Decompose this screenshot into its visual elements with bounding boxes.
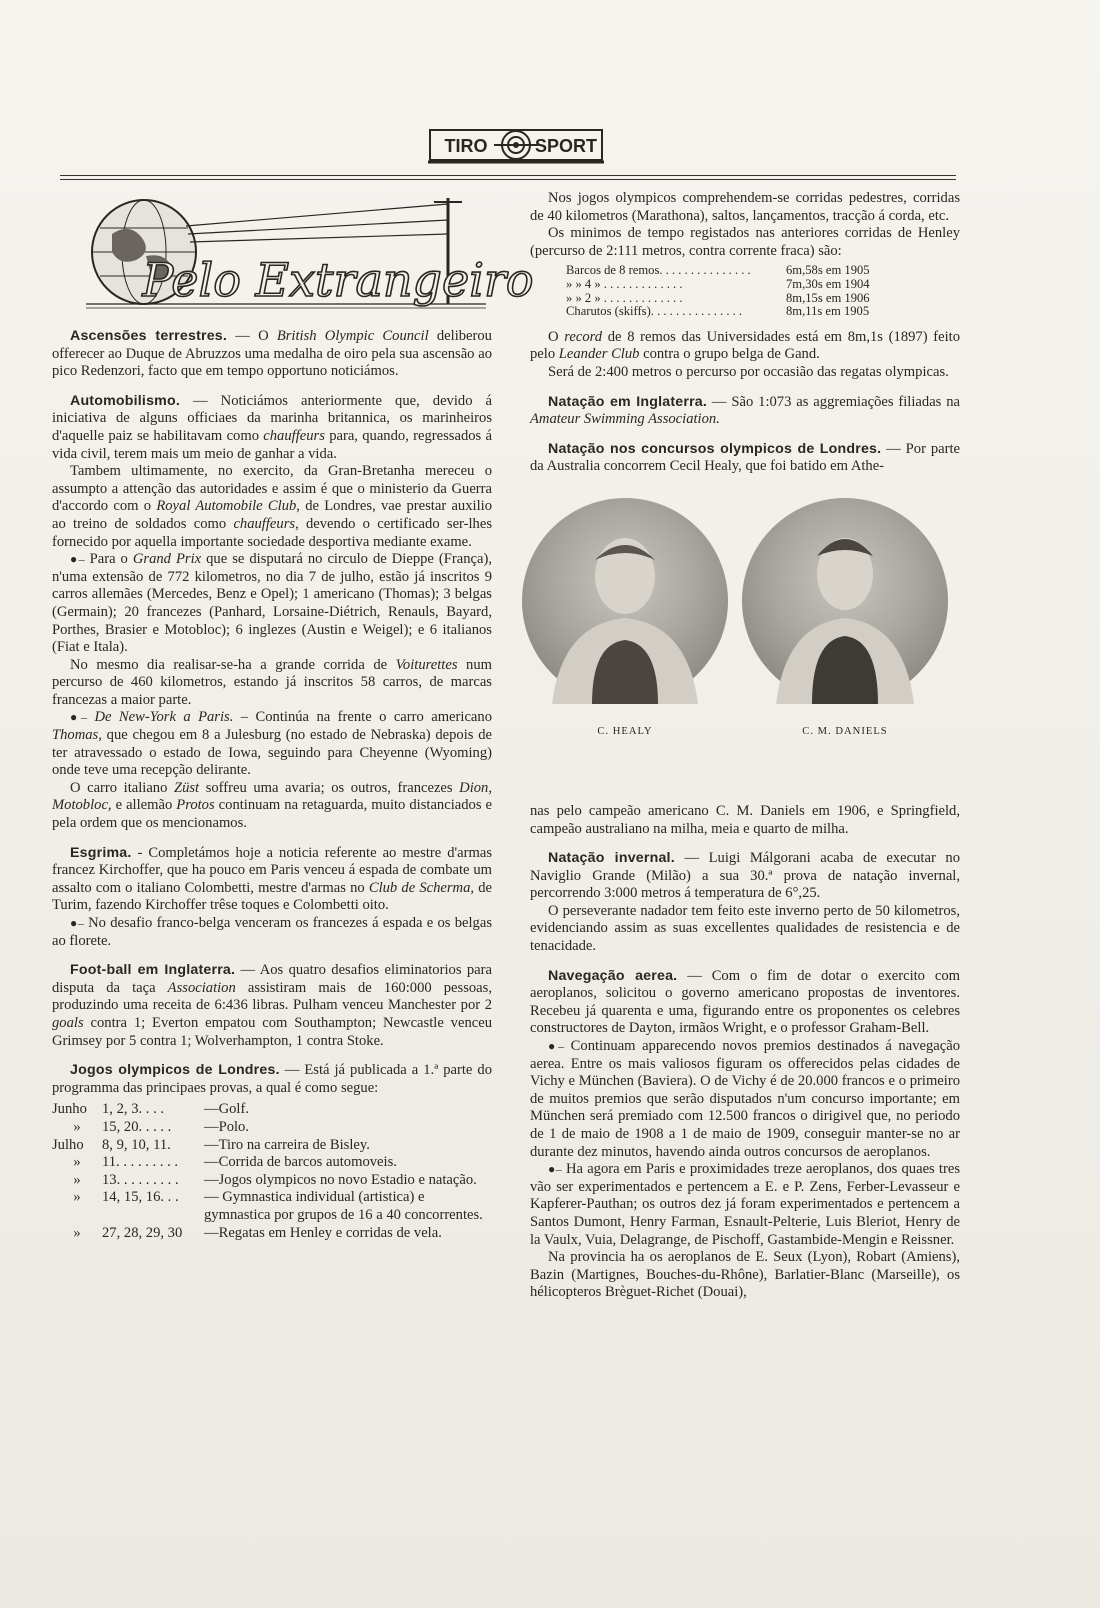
article-football: Foot-ball em Inglaterra. — Aos quatro desafios eliminatorios para disputa da taça Association assistiram mais de 160:000 pessoas, produzindo uma receita de 6:436 libras. Pulham venceu Manchester por 2 goals contra 1; Everton empatou com Southampton; Newcastle venceu Grimsey por 5 contra 1; Wolverhampton, 1 contra Stoke. xyxy=(52,962,492,1049)
article-esgrima: Esgrima. - Completámos hoje a noticia referente ao mestre d'armas francez Kirchoffer, que ha pouco em Paris venceu á espada de combate um assalto com o italiano Colombetti, mestre d'armas no Club de Scherma, de Turim, fazendo Kirchoffer trêse toques e Colombetti oito. xyxy=(52,844,492,914)
times-row: Charutos (skiffs). . . . . . . . . . . . . . . 8m,11s em 1905 xyxy=(566,304,870,319)
heading-jogos-olympicos: Jogos olympicos de Londres. xyxy=(70,1062,280,1079)
henley-times-table xyxy=(566,264,960,318)
paragraph: Os minimos de tempo registados nas anteriores corridas de Henley (percurso de 2:111 metros, contra corrente fraca) são: xyxy=(530,225,960,259)
bullet-icon: ●– xyxy=(70,710,88,725)
paragraph: Será de 2:400 metros o percurso por occasião das regatas olympicas. xyxy=(548,363,949,380)
heading-natacao-invernal: Natação invernal. xyxy=(548,850,675,867)
heading-natacao-inglaterra: Natação em Inglaterra. xyxy=(548,393,708,410)
bullet-icon: ●– xyxy=(70,552,85,567)
caption-healy: C. HEALY xyxy=(597,725,653,737)
header-rule-thin xyxy=(60,179,956,180)
article-natacao-londres: Natação nos concursos olympicos de Londres. — Por parte da Australia concorrem Cecil Healy, que foi batido em Athe- xyxy=(530,440,960,475)
masthead xyxy=(0,124,1100,170)
paragraph: ●– No desafio franco-belga venceram os francezes á espada e os belgas ao florete. xyxy=(52,915,492,949)
times-row: Barcos de 8 remos. . . . . . . . . . . . . . . 6m,58s em 1905 xyxy=(566,263,870,278)
right-column xyxy=(530,190,960,1302)
bullet-icon: ●– xyxy=(548,1039,565,1054)
header-rule xyxy=(60,175,956,176)
article-automobilismo: Automobilismo. — Noticiámos anteriormente que, devido á iniciativa de alguns officiaes da marinha britannica, os marinheiros d'aquelle paiz se habilitavam como chauffeurs para, quando, regressados á vida civil, terem mais um meio de ganhar a vida. xyxy=(52,392,492,462)
paragraph-grand-prix: ●– Para o Grand Prix que se disputará no circulo de Dieppe (França), n'uma extensão de 772 kilometros, no dia 7 de julho, estão já inscritos 9 carros allemães (Mercedes, Benz e Opel); 1 americano (Thomas); 3 belgas (Germain); 20 francezes (Panhard, Lorsaine-Diétrich, Renauls, Bayard, Porthes, Brasier e Motobloc); 6 inglezes (Austin e Weigel); e 6 italianos (Fiat e Itala). xyxy=(52,551,492,656)
paragraph: O carro italiano Züst soffreu uma avaria; os outros, francezes Dion, Motobloc, e allemão Protos continuam na retaguarda, muito distanciados e pela ordem que os mencionamos. xyxy=(52,779,492,832)
schedule-row: » 15, 20. . . . . —Polo. xyxy=(73,1118,250,1135)
heading-navegacao-aerea: Navegação aerea. xyxy=(548,967,678,984)
article-ascensoes: Ascensões terrestres. — O British Olympic Council deliberou offerecer ao Duque de Abruzzos uma medalha de oiro pela sua ascensão ao pico Redenzori, facto que em tempo opportuno noticiámos. xyxy=(52,328,492,380)
svg-text:Pelo Extrangeiro: Pelo Extrangeiro xyxy=(142,253,534,307)
paragraph: nas pelo campeão americano C. M. Daniels em 1906, e Springfield, campeão australiano na milha, meia e quarto de milha. xyxy=(530,802,960,837)
paragraph: O record de 8 remos das Universidades está em 8m,1s (1897) feito pelo Leander Club contra o grupo belga de Gand. xyxy=(530,328,960,363)
times-row: » » 2 » . . . . . . . . . . . . . 8m,15s em 1906 xyxy=(566,290,870,305)
photo-daniels xyxy=(742,498,948,704)
svg-text:TIRO: TIRO xyxy=(444,136,488,156)
heading-ascensoes: Ascensões terrestres. xyxy=(70,328,228,344)
caption-daniels: C. M. DANIELS xyxy=(802,725,888,737)
masthead-logo xyxy=(428,124,604,166)
schedule-row: Junho 1, 2, 3. . . . —Golf. xyxy=(52,1101,249,1118)
schedule-row: Julho 8, 9, 10, 11. —Tiro na carreira de Bisley. xyxy=(52,1136,370,1153)
article-navegacao-aerea: Navegação aerea. — Com o fim de dotar o exercito com aeroplanos, solicitou o governo americano propostas de inventores. Recebeu já quarenta e uma, figurando entre os proponentes os celebres constructores de Dayton, irmãos Wright, e o professor Graham-Bell. xyxy=(530,967,960,1037)
paragraph-new-york-paris: ●– De New-York a Paris. – Continúa na frente o carro americano Thomas, que chegou em 8 a Julesburg (no estado de Nebraska) depois de ter atravessado o estado de Iowa, seguindo para Cheyenne (Wyoming) onde teve uma recepção delirante. xyxy=(52,709,492,779)
paragraph: ●– Ha agora em Paris e proximidades treze aeroplanos, dos quaes tres vão ser experimentados e pertencem a E. e P. Zens, Ferber-Levasseur e Kapferer-Pauthan; os outros dez já foram experimentados e pertencem a Santos Dumont, Henry Farman, Esnault-Pelterie, Luis Bleriot, Henry de la Vaulx, Vuia, Delagrange, de Pischoff, Gastambide-Mengin e Reissner. xyxy=(530,1161,960,1248)
schedule-row: » 13. . . . . . . . . —Jogos olympicos no novo Estadio e natação. xyxy=(73,1171,477,1188)
paragraph: Tambem ultimamente, no exercito, da Gran-Bretanha mereceu o assumpto a attenção das autoridades e assim é que o ministerio da Guerra d'accordo com o Royal Automobile Club, de Londres, vae prestar auxilio ao treino de soldados como chauffeurs, devendo o certificado ser-lhes fornecido por aquella importante sociedade desportiva mediante exame. xyxy=(52,463,492,550)
paragraph: Nos jogos olympicos comprehendem-se corridas pedestres, corridas de 40 kilometros (Marathona), saltos, lançamentos, tracção á corda, etc. xyxy=(530,190,960,224)
paragraph: ●– Continuam apparecendo novos premios destinados á navegação aerea. Entre os mais valiosos figuram os offerecidos pelas cidades de Vichy e München (Baviera). O de Vichy é de 20.000 francos e o primeiro de muitos premios que serão disputados n'um concurso importante; em München será premiado com 12.500 francos o dirigivel que, no periodo de 1 de maio de 1908 a 1 de maio de 1909, conseguir manter-se no ar durante dez minutos, havendo ainda outros concursos de aeroplanos. xyxy=(530,1038,960,1160)
heading-football: Foot-ball em Inglaterra. xyxy=(70,962,236,979)
schedule-row: » 27, 28, 29, 30 —Regatas em Henley e corridas de vela. xyxy=(73,1224,442,1241)
schedule-row: » 11. . . . . . . . . —Corrida de barcos automoveis. xyxy=(73,1154,397,1171)
paragraph: No mesmo dia realisar-se-ha a grande corrida de Voiturettes num percurso de 460 kilometros, estando já inscritos 58 carros, de marcas francezas a maior parte. xyxy=(52,656,493,708)
heading-automobilismo: Automobilismo. xyxy=(70,392,180,409)
paragraph: Na provincia ha os aeroplanos de E. Seux (Lyon), Robart (Amiens), Bazin (Martignes, Bouches-du-Rhône), Barlatier-Blanc (Marseille), os hélicopteros Brèguet-Richet (Douai), xyxy=(530,1249,960,1301)
bullet-icon: ●– xyxy=(548,1162,562,1177)
left-column xyxy=(52,190,534,1242)
section-banner xyxy=(76,194,534,316)
swimmer-photos xyxy=(530,498,960,783)
article-natacao-invernal: Natação invernal. — Luigi Málgorani acaba de executar no Naviglio Grande (Milão) a sua 30.ª prova de natação invernal, percorrendo 3:000 metros á temperatura de 6°,25. xyxy=(530,850,960,902)
article-natacao-inglaterra: Natação em Inglaterra. — São 1:073 as aggremiações filiadas na Amateur Swimming Association. xyxy=(530,393,961,428)
olympic-schedule xyxy=(52,1101,492,1242)
svg-text:SPORT: SPORT xyxy=(534,136,598,156)
paragraph: O perseverante nadador tem feito este inverno perto de 50 kilometros, evidenciando assim as suas excellentes qualidades de resistencia e de tenacidade. xyxy=(530,902,960,955)
article-jogos-olympicos: Jogos olympicos de Londres. — Está já publicada a 1.ª parte do programma das principaes provas, a qual é como segue: xyxy=(52,1062,492,1096)
times-row: » » 4 » . . . . . . . . . . . . . 7m,30s em 1904 xyxy=(566,276,870,291)
heading-natacao-londres: Natação nos concursos olympicos de Londres. xyxy=(548,440,882,457)
heading-esgrima: Esgrima. xyxy=(70,844,132,861)
photo-healy xyxy=(522,498,728,704)
bullet-icon: ●– xyxy=(70,916,84,930)
globe-illustration xyxy=(76,194,534,316)
schedule-row: » 14, 15, 16. . . — Gymnastica individual (artistica) e gymnastica por grupos de 16 a 40 concorrentes. xyxy=(73,1189,483,1223)
